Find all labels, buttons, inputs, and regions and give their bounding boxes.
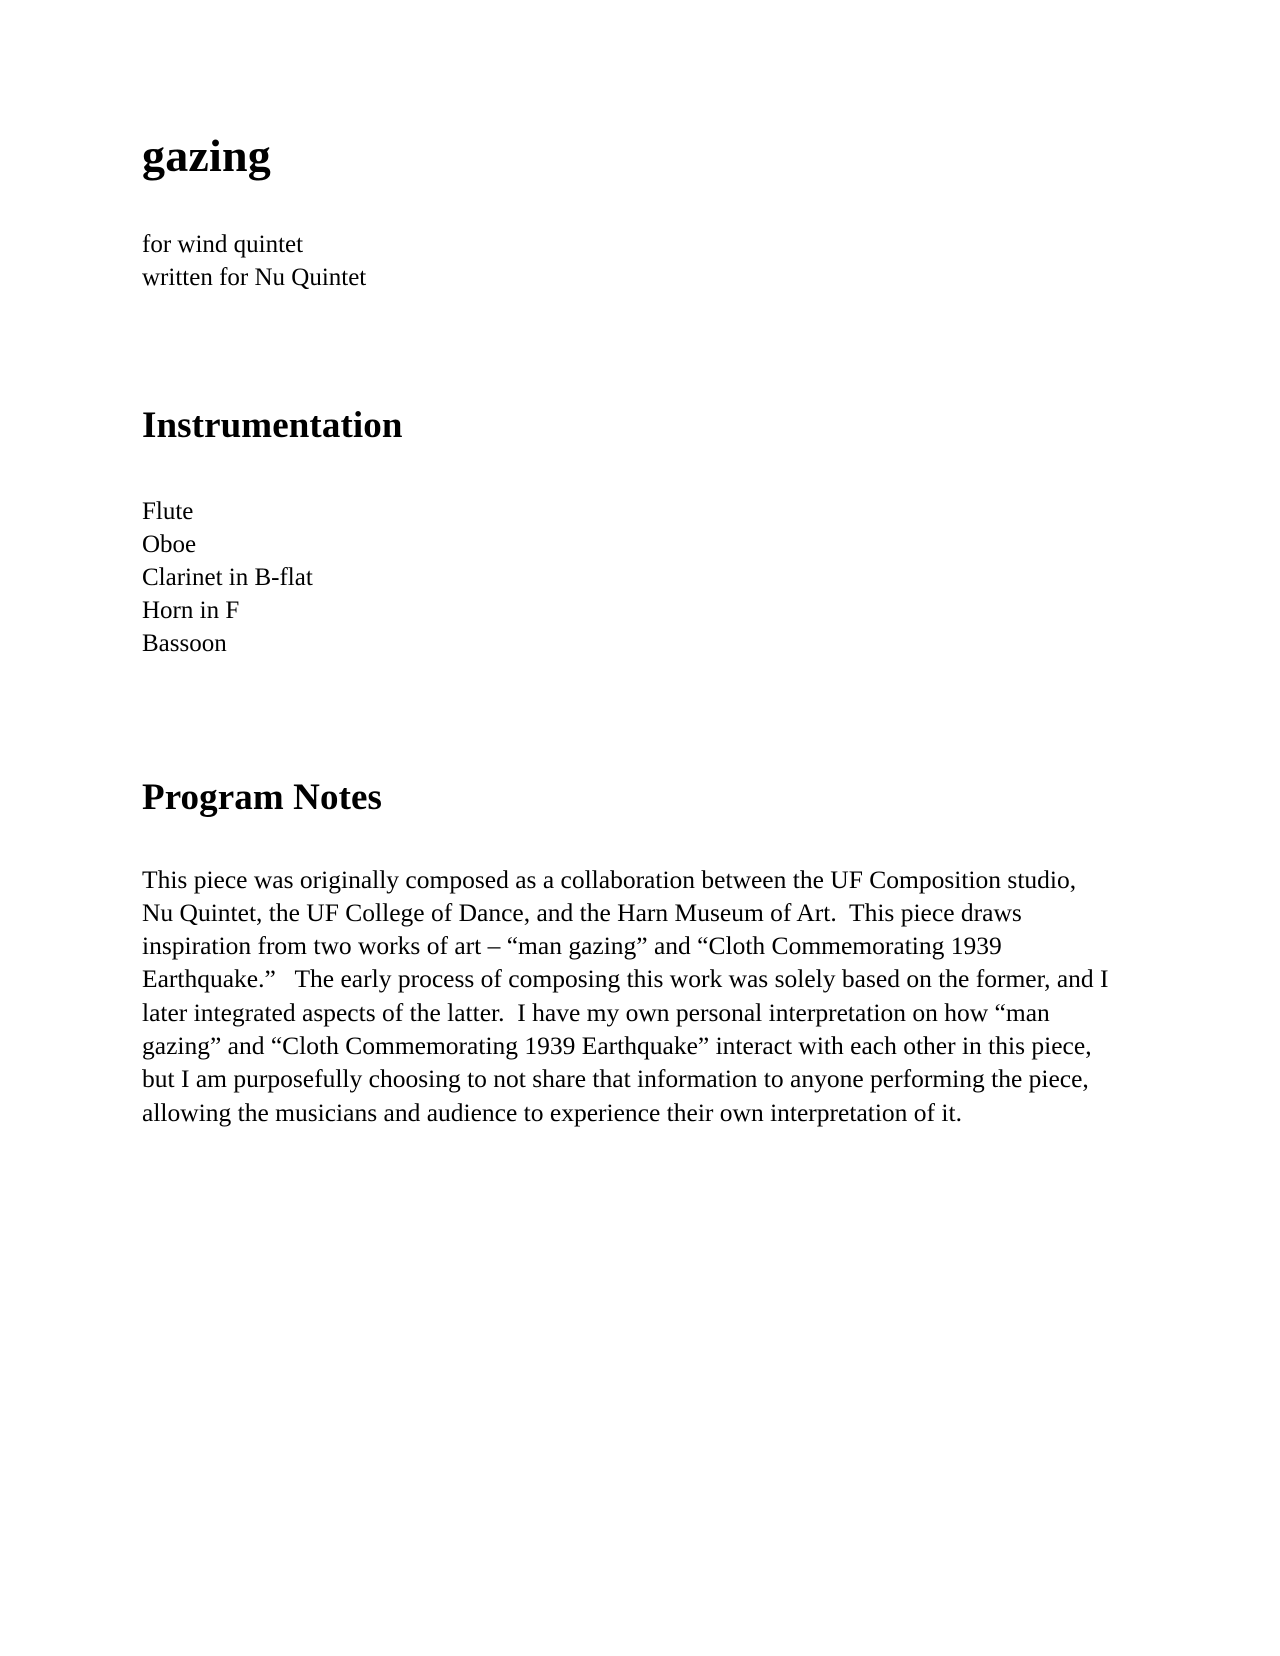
instrumentation-section	[142, 406, 1112, 660]
program-notes-heading: Program Notes	[142, 776, 383, 818]
program-notes-body: This piece was originally composed as a collaboration between the UF Composition studio, Nu Quintet, the UF College of Dance, and the Harn Museum of Art. This piece draws inspiration from two works of art – “man gazing” and “Cloth Commemorating 1939 Earthquake.” The early process of composing this work was solely based on the former, and I later integrated aspects of the latter. I have my own personal interpretation on how “man gazing” and “Cloth Commemorating 1939 Earthquake” interact with each other in this piece, but I am purposefully choosing to not share that information to anyone performing the piece, allowing the musicians and audience to experience their own interpretation of it.	[142, 864, 1115, 1127]
list-item: Bassoon	[142, 629, 227, 657]
page-title: gazing	[142, 130, 271, 181]
instrumentation-heading: Instrumentation	[142, 405, 403, 447]
program-notes-section	[142, 776, 1115, 1129]
subtitle-line-instrumentation: for wind quintet	[142, 231, 304, 259]
instrument-list	[142, 495, 1112, 660]
subtitle-line-dedication: written for Nu Quintet	[142, 264, 367, 292]
subtitle-block	[142, 228, 1112, 294]
document-content	[142, 130, 1115, 1129]
list-item: Horn in F	[142, 596, 240, 624]
list-item: Clarinet in B-flat	[142, 563, 313, 591]
list-item: Flute	[142, 497, 194, 525]
list-item: Oboe	[142, 530, 197, 558]
